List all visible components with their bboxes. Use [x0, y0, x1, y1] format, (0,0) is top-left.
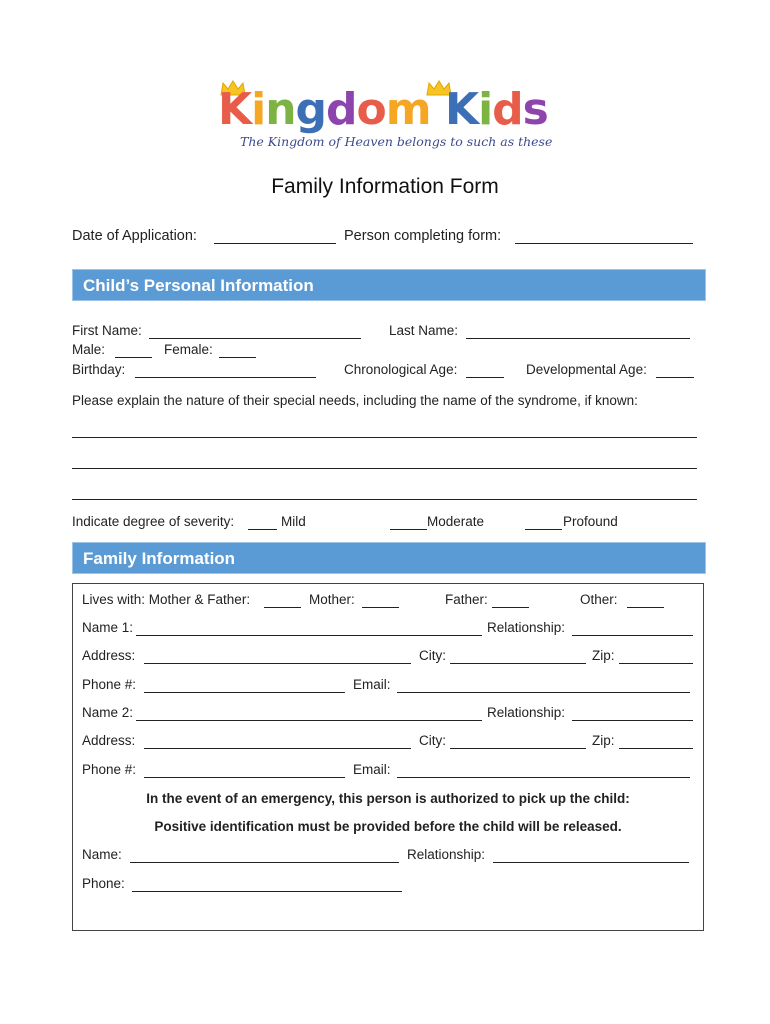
address-2-label: Address:: [82, 733, 136, 748]
relationship-2-label: Relationship:: [487, 705, 566, 720]
form-title: Family Information Form: [271, 175, 499, 198]
phone-1-field[interactable]: [144, 692, 345, 693]
person-completing-field[interactable]: [515, 243, 693, 244]
phone-1-label: Phone #:: [82, 677, 137, 692]
father-field[interactable]: [492, 607, 529, 608]
logo-letter: d: [492, 84, 523, 135]
name-1-label: Name 1:: [82, 620, 134, 635]
emergency-notice: In the event of an emergency, this person is authorized to pick up the child:: [146, 791, 630, 806]
kingdom-kids-logo: [218, 82, 553, 154]
identification-notice: Positive identification must be provided before the child will be released.: [154, 819, 622, 834]
logo-tagline: The Kingdom of Heaven belongs to such as these: [240, 134, 553, 149]
date-of-application-field[interactable]: [214, 243, 336, 244]
logo-letter: K: [444, 84, 479, 135]
other-label: Other:: [580, 592, 618, 607]
relationship-2-field[interactable]: [572, 720, 693, 721]
emergency-phone-field[interactable]: [132, 891, 402, 892]
person-completing-label: Person completing form:: [344, 228, 502, 244]
mother-label: Mother:: [309, 592, 355, 607]
male-label: Male:: [72, 342, 106, 357]
female-field[interactable]: [219, 357, 256, 358]
zip-2-label: Zip:: [592, 733, 615, 748]
email-1-field[interactable]: [397, 692, 690, 693]
zip-2-field[interactable]: [619, 748, 693, 749]
chronological-age-field[interactable]: [466, 377, 504, 378]
city-1-field[interactable]: [450, 663, 586, 664]
zip-1-label: Zip:: [592, 648, 615, 663]
lives-with-label: Lives with: Mother & Father:: [82, 592, 251, 607]
developmental-age-field[interactable]: [656, 377, 694, 378]
emergency-phone-label: Phone:: [82, 876, 125, 891]
logo-wordmark: [218, 84, 548, 135]
last-name-field[interactable]: [466, 338, 690, 339]
logo-letter: o: [356, 84, 386, 135]
relationship-1-field[interactable]: [572, 635, 693, 636]
emergency-name-field[interactable]: [130, 862, 399, 863]
child-section-header: [72, 269, 706, 301]
emergency-relationship-field[interactable]: [493, 862, 689, 863]
first-name-label: First Name:: [72, 323, 142, 338]
father-label: Father:: [445, 592, 488, 607]
city-2-field[interactable]: [450, 748, 586, 749]
special-needs-line-1[interactable]: [72, 437, 697, 438]
emergency-relationship-label: Relationship:: [407, 847, 486, 862]
relationship-1-label: Relationship:: [487, 620, 566, 635]
last-name-label: Last Name:: [389, 323, 459, 338]
name-2-field[interactable]: [136, 720, 482, 721]
city-1-label: City:: [419, 648, 446, 663]
birthday-field[interactable]: [135, 377, 316, 378]
female-label: Female:: [164, 342, 213, 357]
name-2-label: Name 2:: [82, 705, 134, 720]
email-1-label: Email:: [353, 677, 391, 692]
email-2-field[interactable]: [397, 777, 690, 778]
mild-field[interactable]: [248, 529, 277, 530]
logo-letter: d: [326, 84, 357, 135]
logo-letter: g: [295, 84, 327, 135]
zip-1-field[interactable]: [619, 663, 693, 664]
address-2-field[interactable]: [144, 748, 411, 749]
profound-field[interactable]: [525, 529, 562, 530]
email-2-label: Email:: [353, 762, 391, 777]
logo-letter: n: [265, 84, 296, 135]
family-section-header: [72, 542, 706, 574]
logo-letter: m: [385, 84, 431, 135]
moderate-label: Moderate: [427, 514, 485, 529]
birthday-label: Birthday:: [72, 362, 126, 377]
moderate-field[interactable]: [390, 529, 427, 530]
logo-letter: i: [478, 84, 493, 135]
special-needs-line-3[interactable]: [72, 499, 697, 500]
phone-2-label: Phone #:: [82, 762, 137, 777]
mother-father-field[interactable]: [264, 607, 301, 608]
logo-letter: s: [522, 84, 548, 135]
other-field[interactable]: [627, 607, 664, 608]
family-section-title: Family Information: [83, 549, 236, 568]
address-1-label: Address:: [82, 648, 136, 663]
address-1-field[interactable]: [144, 663, 411, 664]
mild-label: Mild: [281, 514, 306, 529]
mother-field[interactable]: [362, 607, 399, 608]
developmental-age-label: Developmental Age:: [526, 362, 647, 377]
date-of-application-label: Date of Application:: [72, 228, 197, 244]
male-field[interactable]: [115, 357, 152, 358]
child-section-title: Child’s Personal Information: [83, 276, 314, 295]
name-1-field[interactable]: [136, 635, 482, 636]
severity-label: Indicate degree of severity:: [72, 514, 235, 529]
special-needs-line-2[interactable]: [72, 468, 697, 469]
logo-letter: K: [218, 84, 252, 135]
emergency-name-label: Name:: [82, 847, 122, 862]
logo-letter: [431, 84, 445, 135]
first-name-field[interactable]: [149, 338, 361, 339]
special-needs-prompt: Please explain the nature of their special needs, including the name of the syndrome, if known:: [72, 393, 638, 408]
logo-letter: i: [251, 84, 266, 135]
phone-2-field[interactable]: [144, 777, 345, 778]
city-2-label: City:: [419, 733, 446, 748]
chronological-age-label: Chronological Age:: [344, 362, 458, 377]
profound-label: Profound: [563, 514, 618, 529]
